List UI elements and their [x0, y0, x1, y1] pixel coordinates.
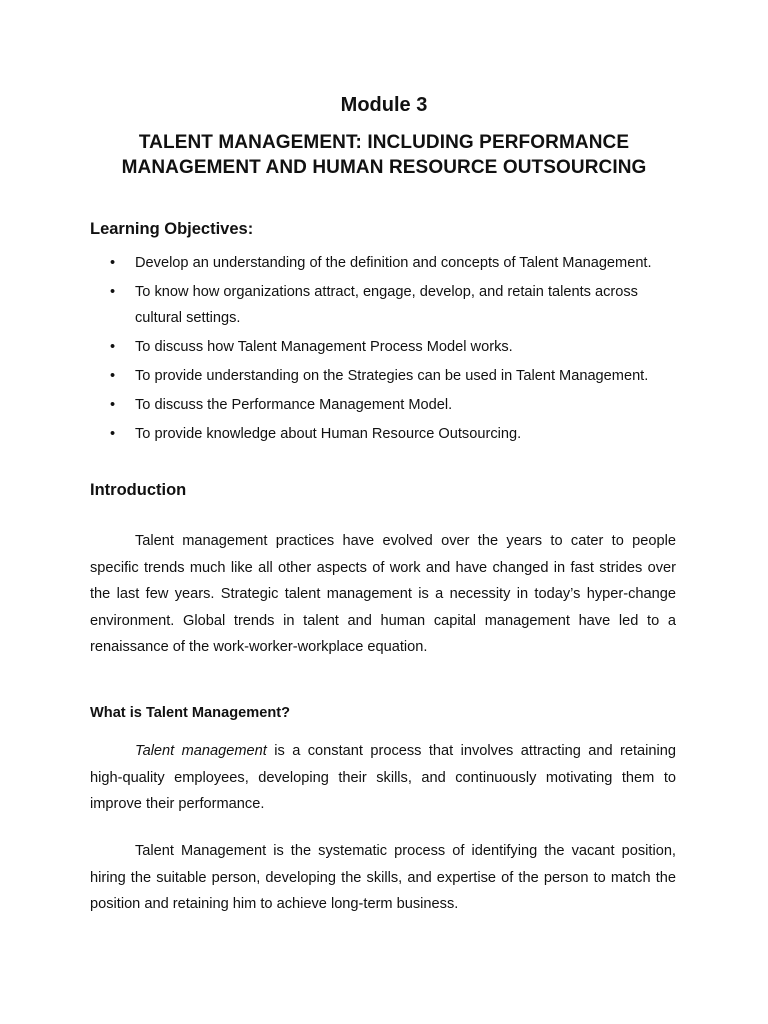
- learning-objectives-list: [110, 250, 680, 450]
- objective-text: To discuss how Talent Management Process Model works.: [135, 339, 513, 355]
- list-item: [110, 250, 680, 276]
- bullet-icon: •: [110, 397, 116, 413]
- objective-text: To discuss the Performance Management Model.: [135, 397, 453, 413]
- list-item: [110, 334, 680, 360]
- list-item: [110, 363, 680, 389]
- list-item: [110, 421, 680, 447]
- page-title-line-1: TALENT MANAGEMENT: INCLUDING PERFORMANCE: [138, 132, 630, 153]
- definition-text-1: is a constant process that involves attracting and retaining high-quality employees, developing their skills, and continuously motivating them to improve their performance.: [90, 743, 676, 813]
- introduction-paragraph: [90, 528, 676, 661]
- bullet-icon: •: [110, 284, 116, 300]
- objective-text: To provide knowledge about Human Resource Outsourcing.: [135, 426, 522, 442]
- objective-text: Develop an understanding of the definition and concepts of Talent Management.: [135, 255, 652, 271]
- objective-text: To provide understanding on the Strategies can be used in Talent Management.: [135, 368, 649, 384]
- bullet-icon: •: [110, 426, 116, 442]
- module-title: Module 3: [340, 94, 428, 116]
- bullet-icon: •: [110, 339, 116, 355]
- introduction-heading: Introduction: [90, 481, 187, 499]
- definition-text-2: Talent Management is the systematic process of identifying the vacant position, hiring the suitable person, developing the skills, and expertise of the person to match the position and retaining him to achieve long-term business.: [90, 843, 676, 913]
- learning-objectives-heading: Learning Objectives:: [90, 220, 254, 238]
- list-item: [110, 279, 680, 331]
- bullet-icon: •: [110, 255, 116, 271]
- what-is-talent-management-heading: What is Talent Management?: [90, 705, 291, 721]
- page-title: [0, 130, 768, 180]
- list-item: [110, 392, 680, 418]
- objective-text: To know how organizations attract, engage, develop, and retain talents across cultural settings.: [135, 284, 638, 326]
- bullet-icon: •: [110, 368, 116, 384]
- introduction-text: Talent management practices have evolved over the years to cater to people specific trends much like all other aspects of work and have changed in fast strides over the last few years. Strategic talent management is a necessity in today’s hyper-change environment. Global trends in talent and human capital management have led to a renaissance of the work-worker-workplace equation.: [90, 533, 676, 656]
- page-title-line-2: MANAGEMENT AND HUMAN RESOURCE OUTSOURCING: [121, 157, 647, 178]
- definition-paragraph-2: [90, 838, 676, 918]
- definition-term: Talent management: [135, 743, 267, 759]
- definition-paragraph-1: [90, 738, 676, 818]
